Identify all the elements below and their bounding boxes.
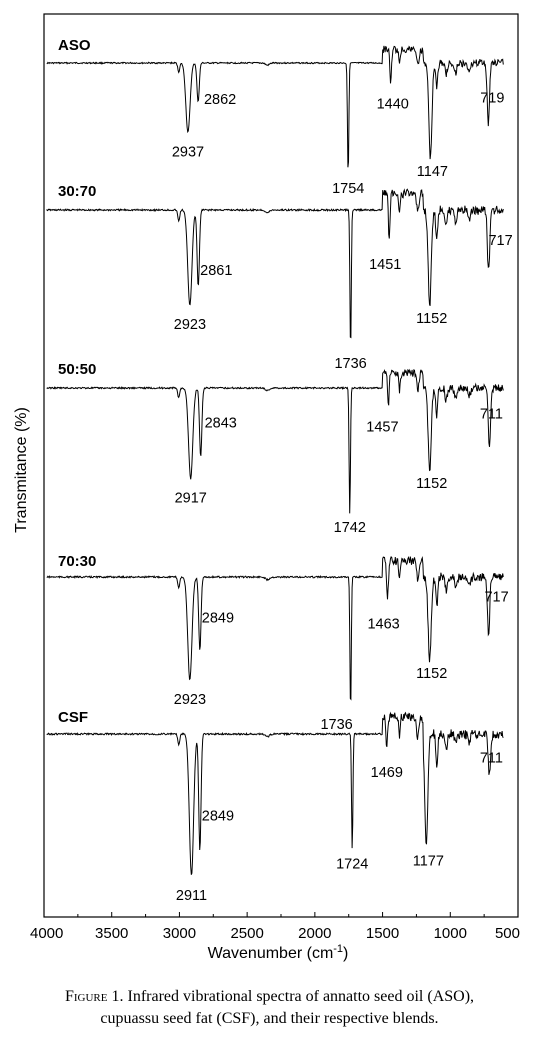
peak-label: 1736 [320, 717, 353, 733]
x-tick-label: 4000 [30, 925, 64, 942]
peak-label: 2917 [174, 490, 207, 507]
peak-label: 2923 [173, 692, 207, 709]
peak-label: 711 [479, 406, 503, 423]
x-tick-label: 1000 [433, 925, 467, 942]
peak-label: 2849 [201, 610, 235, 627]
peak-label: 2849 [201, 808, 235, 825]
x-tick-label: 500 [494, 925, 520, 942]
series-label: ASO [58, 37, 91, 54]
x-axis-label: Wavenumber $(cm^{-1})$ [207, 943, 349, 962]
peak-label: 1177 [412, 853, 444, 870]
peak-label: 2911 [175, 888, 208, 904]
peak-label: 1451 [369, 256, 402, 273]
peak-labels-group [172, 91, 513, 904]
series-labels-group [58, 37, 96, 726]
x-tick-label: 3000 [162, 925, 197, 942]
peak-label: 2937 [171, 144, 205, 161]
peak-label: 1152 [416, 475, 448, 492]
series-label: 70:30 [58, 553, 97, 570]
peak-label: 2861 [200, 263, 233, 279]
peak-label: 717 [488, 233, 513, 249]
peak-label: 1754 [332, 181, 365, 197]
peak-label: 1440 [376, 96, 409, 113]
peak-label: 1736 [334, 356, 367, 372]
peak-label: 1152 [416, 666, 448, 683]
y-axis-label: Transmitance (%) [13, 407, 30, 533]
x-tick-label: 2000 [298, 925, 332, 942]
peak-label: 711 [479, 750, 503, 767]
series-label: CSF [58, 709, 88, 726]
peak-label: 1457 [366, 419, 399, 436]
peak-label: 2862 [203, 92, 237, 109]
caption-line-2: cupuassu seed fat (CSF), and their respective blends. [100, 1010, 439, 1027]
peak-label: 1152 [416, 311, 448, 328]
peak-label: 1469 [370, 765, 403, 782]
peak-label: 1724 [336, 856, 369, 873]
peak-label: 1147 [416, 164, 448, 181]
caption-figure-label: Figure 1. [64, 988, 124, 1005]
plot-frame [44, 14, 518, 917]
series-label: 30:70 [58, 183, 97, 200]
caption-text-1: Infrared vibrational spectra of annatto seed oil (ASO), [127, 988, 475, 1005]
peak-label: 2923 [173, 317, 207, 334]
peak-label: 719 [480, 90, 505, 107]
peak-label: 2843 [204, 415, 237, 432]
figure-caption [0, 986, 539, 1030]
x-tick-label: 2500 [230, 925, 264, 942]
series-label: 50:50 [58, 361, 97, 378]
caption-line-1 [0, 986, 539, 1008]
spectrum-line-aso [47, 46, 504, 167]
x-tick-label: 1500 [365, 925, 400, 942]
peak-label: 1742 [333, 520, 366, 536]
spectrum-line-csf [47, 713, 504, 875]
x-tick-label: 3500 [95, 925, 129, 942]
peak-label: 1463 [367, 616, 400, 633]
peak-label: 717 [484, 589, 509, 606]
